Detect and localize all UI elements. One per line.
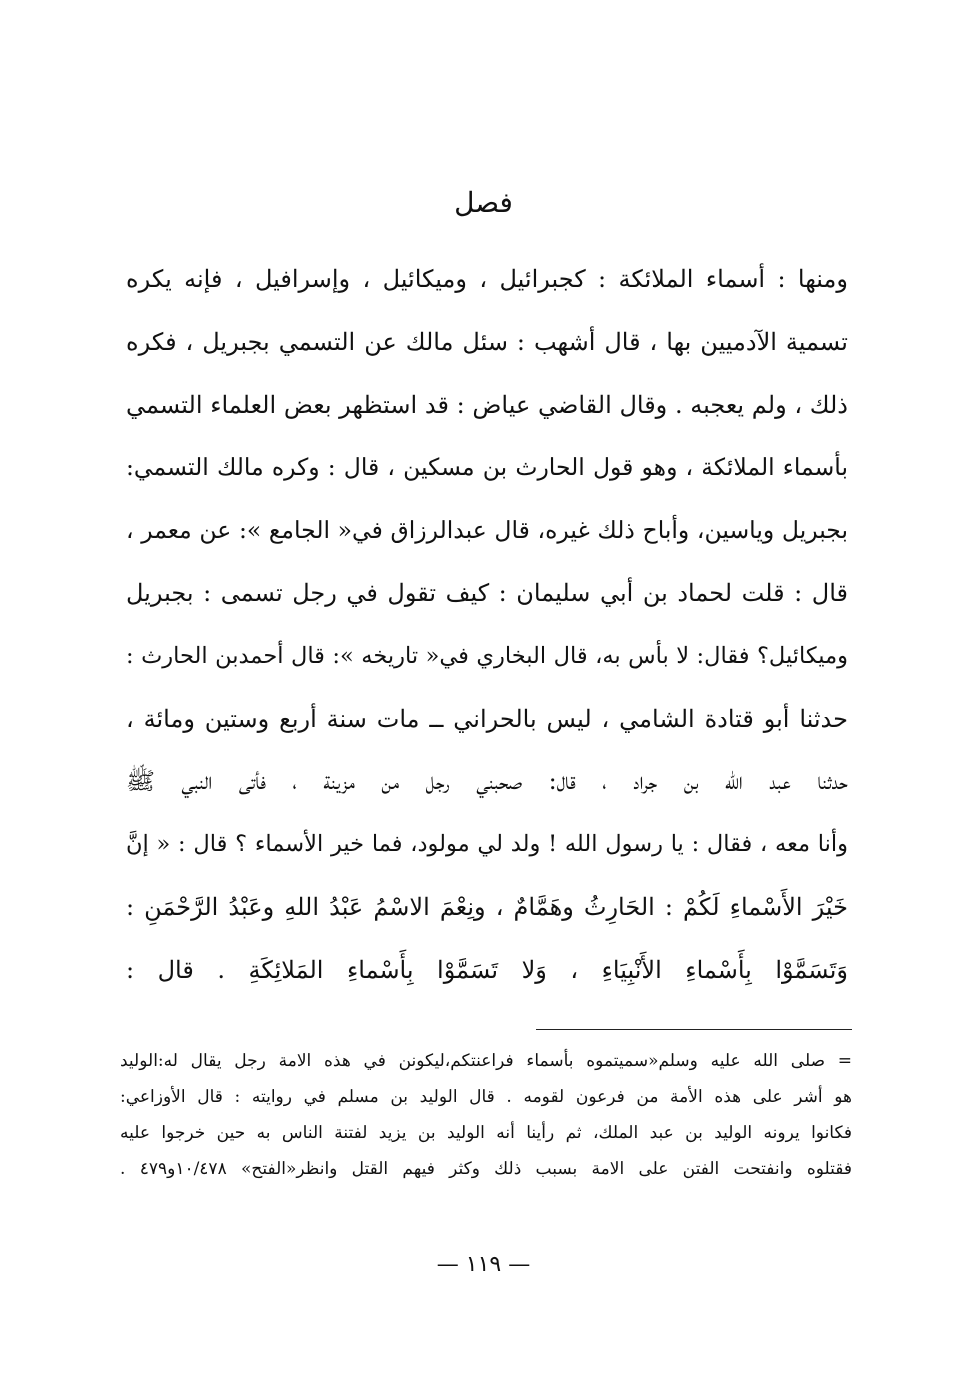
footnote-line: = صلى الله عليه وسلم«سميتموه بأسماء فراعنتكم،ليكونن في هذه الامة رجل يقال له:الوليد bbox=[120, 1051, 852, 1071]
text-line: حدثنا عبد الله بن جراد ، قال: صحبني رجل من مزينة ، فأتى النبي ﷺ bbox=[126, 767, 848, 796]
text-line: بأسماء الملائكة ، وهو قول الحارث بن مسكين ، قال : وكره مالك التسمي: bbox=[126, 453, 848, 482]
section-heading: فصل bbox=[454, 186, 513, 219]
text-line: وميكائيل؟ فقال: لا بأس به، قال البخاري في« تاريخه »: قال أحمدبن الحارث : bbox=[126, 642, 848, 669]
text-line: حدثنا أبو قتادة الشامي ، ليس بالحراني ــ مات سنة أربع وستين ومائة ، bbox=[126, 704, 848, 733]
text-line: ومنها : أسماء الملائكة : كجبرائيل ، وميكائيل ، وإسرافيل ، فإنه يكره bbox=[126, 265, 848, 293]
footnotes bbox=[120, 1043, 852, 1187]
text-line: خَيْرَ الأَسْماءِ لَكُمْ : الحَارِثُ وهَمَّامٌ ، ونِعْمَ الاسْمُ عَبْدُ اللهِ وعَبْدُ الرَّحْمَنِ : bbox=[126, 892, 848, 921]
text-line: وأنا معه ، فقال : يا رسول الله ! ولد لي مولود، فما خير الأسماء ؟ قال : « إنَّ bbox=[126, 831, 848, 858]
text-line: قال : قلت لحماد بن أبي سليمان : كيف تقول في رجل تسمى : بجبريل bbox=[126, 578, 848, 607]
footnote-line: فقتلوه وانفتحت الفتن على الامة بسبب ذلك وكثر فيهم القتل وانظر«الفتح» ١٠/٤٧٨و٤٧٩ . bbox=[120, 1159, 853, 1179]
text-line: وَتَسَمَّوْا بِأَسْماءِ الأَنْبِيَاءِ ، وَلا تَسَمَّوْا بِأَسْماءِ المَلائِكَةِ . قال : bbox=[126, 955, 848, 984]
main-text-body bbox=[126, 248, 848, 1002]
text-line: تسمية الآدميين بها ، قال أشهب : سئل مالك عن التسمي بجبريل ، فكره bbox=[126, 327, 848, 356]
text-line: بجبريل وياسين، وأباح ذلك غيره، قال عبدالرزاق في« الجامع »: عن معمر ، bbox=[126, 516, 848, 545]
footnote-line: فكانوا يرونه الوليد بن عبد الملك، ثم رأينا أنه الوليد بن يزيد لفتنة الناس به حين خرجوا عليه bbox=[120, 1123, 853, 1143]
footnote-divider bbox=[536, 1029, 852, 1030]
footnote-line: هو أشر على هذه الأمة من فرعون لقومه . قال الوليد بن مسلم في روايته : قال الأوزاعي: bbox=[120, 1087, 853, 1107]
text-line: ذلك ، ولم يعجبه . وقال القاضي عياض : قد استظهر بعض العلماء التسمي bbox=[126, 390, 848, 419]
page-number: — ١١٩ — bbox=[436, 1252, 531, 1277]
